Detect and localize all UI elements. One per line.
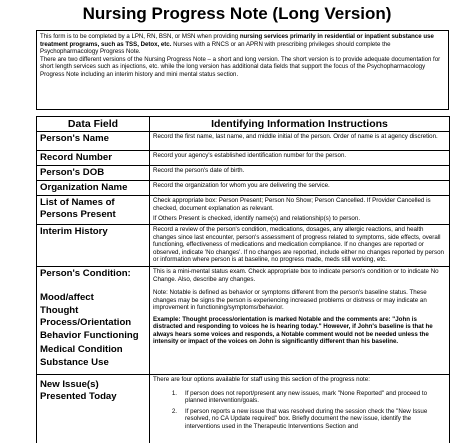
field-org-name: Organization Name xyxy=(37,181,150,196)
header-data-field: Data Field xyxy=(37,117,150,132)
instr-list-names xyxy=(150,196,450,225)
intro-box xyxy=(36,30,449,110)
field-list-names: List of Names of Persons Present xyxy=(37,196,150,225)
instr-record-number: Record your agency's established identification number for the person. xyxy=(150,151,450,166)
instr-dob: Record the person's date of birth. xyxy=(150,166,450,181)
list-item xyxy=(153,390,446,405)
new-issues-options xyxy=(153,390,446,431)
table-row xyxy=(37,267,450,375)
field-condition xyxy=(37,267,150,375)
subfield-thought: Thought Process/Orientation xyxy=(40,305,132,328)
instr-list-names-1: Check appropriate box: Person Present; Person No Show; Person Cancelled. If Provider Cancelled is checked, document explanation as relevant. xyxy=(153,197,431,212)
instructions-table xyxy=(36,116,450,443)
instr-list-names-2: If Others Present is checked, identify name(s) and relationship(s) to person. xyxy=(153,215,361,222)
instr-condition xyxy=(150,267,450,375)
table-row xyxy=(37,132,450,151)
instr-condition-2: Note: Notable is defined as behavior or symptoms different from the person's baseline status. These changes may be signs the person is experiencing increased problems or distress or may indicate an improvement in functioning/symptoms/behavior. xyxy=(153,289,427,311)
field-record-number: Record Number xyxy=(37,151,150,166)
intro-text: This form is to be completed by a LPN, RN, BSN, or MSN when providing xyxy=(40,33,240,40)
intro-paragraph-1 xyxy=(40,33,445,56)
instr-interim-history: Record a review of the person's condition, medications, dosages, any allergic reactions, and health changes since last encounter, person's assessment of progress related to symptoms, side effects, overall functioning, effectiveness of medications and medication compliance. If no changes are reported or observed, indicate 'No changes'. If no changes are reported, include either no changes reported by person or information where person is at baseline, no progress made, meds still working, etc. xyxy=(150,225,450,267)
instr-condition-1: This is a mini-mental status exam. Check appropriate box to indicate person's condition or to indicate No Change. Also, describe any changes. xyxy=(153,268,439,283)
instr-condition-3: Example: Thought process/orientation is marked Notable and the comments are: "John is distracted and responding to voices he is hearing today." However, if John's baseline is that he always hears some voices and responds, a Notable comment would not be needed unless the intensity or impact of the voices on John is significantly different than his baseline. xyxy=(153,315,433,345)
subfield-mood: Mood/affect xyxy=(40,291,94,303)
list-item-number: 1. xyxy=(171,389,177,397)
subfield-behavior: Behavior Functioning xyxy=(40,330,139,341)
list-item-text: If person reports a new issue that was resolved during the session check the "New Issue resolved, no CA Update required" box. Briefly document the new issue, identify the interventions used in the Therapeutic Interventions Section and xyxy=(185,407,428,430)
header-instructions: Identifying Information Instructions xyxy=(150,117,450,132)
table-row xyxy=(37,166,450,181)
intro-emphasis: nursing services primarily in residential or inpatient substance use treatment programs, such as TSS, Detox, etc. xyxy=(40,33,434,48)
table-row xyxy=(37,225,450,267)
list-item xyxy=(153,408,446,431)
page-title: Nursing Progress Note (Long Version) xyxy=(82,4,392,23)
field-dob: Person's DOB xyxy=(37,166,150,181)
table-row xyxy=(37,375,450,443)
instr-person-name: Record the first name, last name, and middle initial of the person. Order of name is at agency discretion. xyxy=(150,132,450,151)
field-condition-label: Person's Condition: xyxy=(40,268,131,279)
field-interim-history: Interim History xyxy=(37,225,150,267)
field-person-name: Person's Name xyxy=(37,132,150,151)
instr-new-issues xyxy=(150,375,450,443)
list-item-number: 2. xyxy=(171,407,177,415)
field-new-issues: New Issue(s) Presented Today xyxy=(37,375,150,443)
table-header-row xyxy=(37,117,450,132)
table-row xyxy=(37,181,450,196)
table-row xyxy=(37,196,450,225)
instr-org-name: Record the organization for whom you are delivering the service. xyxy=(150,181,450,196)
subfield-substance: Substance Use xyxy=(40,357,109,368)
instr-new-issues-intro: There are four options available for staff using this section of the progress note: xyxy=(153,376,370,383)
intro-paragraph-2: There are two different versions of the Nursing Progress Note – a short and long version. The short version is to provide adequate documentation for short length services such as injections, etc. while the long version has additional data fields that support the focus of the Psychopharmacology Progress Note including an interim history and mini mental status section. xyxy=(40,55,441,78)
table-row xyxy=(37,151,450,166)
subfield-medical: Medical Condition xyxy=(40,343,123,355)
list-item-text: If person does not report/present any new issues, mark "None Reported" and proceed to planned intervention/goals. xyxy=(185,389,428,404)
condition-subfields xyxy=(40,292,146,369)
intro-text-cont: Nurses with a RNCS or an APRN with prescribing privileges should complete the Psychopharmacology Progress Note. xyxy=(40,40,391,56)
